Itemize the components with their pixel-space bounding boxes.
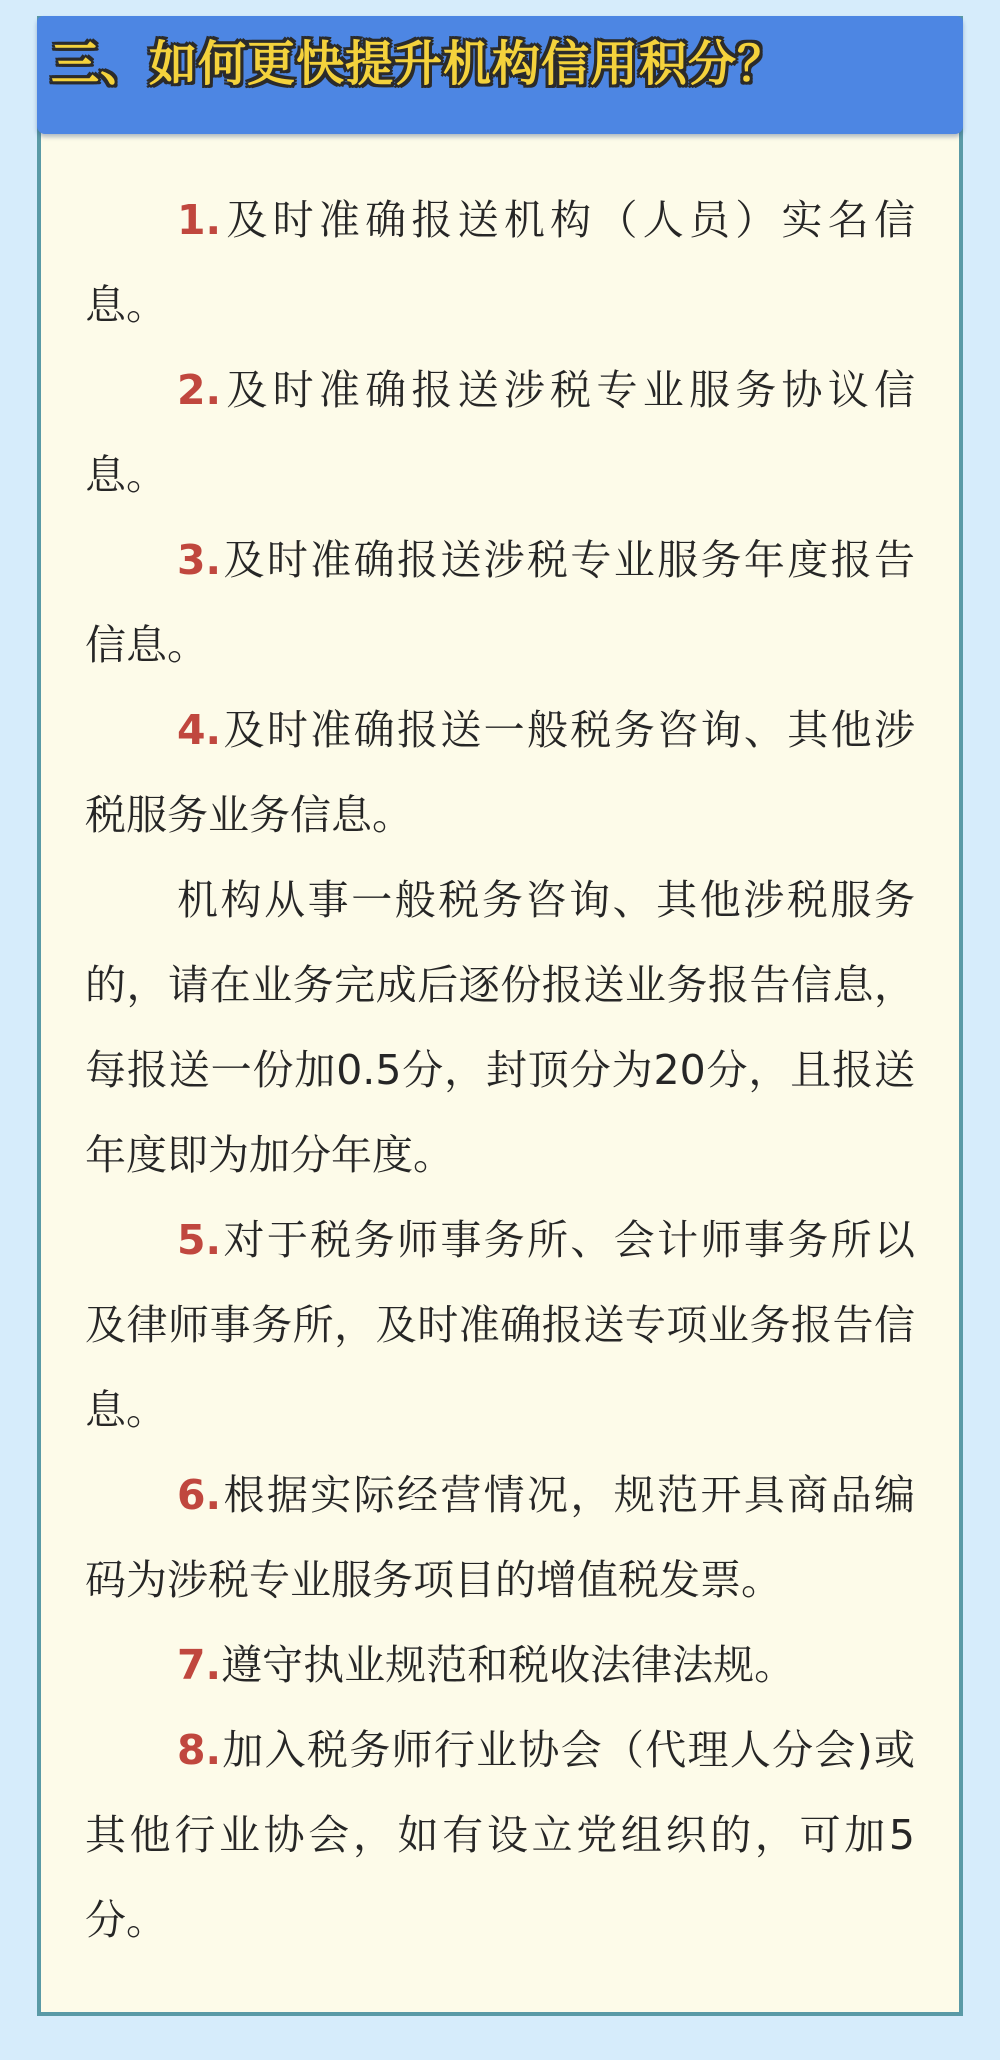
item-text: 加入税务师行业协会（代理人分会)或其他行业协会，如有设立党组织的，可加5分。: [85, 1726, 915, 1944]
item-text: 机构从事一般税务咨询、其他涉税服务的，请在业务完成后逐份报送业务报告信息，每报送一份加0.5分，封顶分为20分，且报送年度即为加分年度。: [85, 876, 915, 1179]
item-number: 1.: [177, 196, 222, 244]
item-number: 3.: [177, 536, 222, 584]
item-text: 及时准确报送一般税务咨询、其他涉税服务业务信息。: [85, 706, 915, 839]
list-item: [85, 178, 915, 348]
item-number: 5.: [177, 1216, 222, 1264]
section-title: 三、如何更快提升机构信用积分？: [51, 36, 787, 92]
section-header: [37, 16, 963, 134]
list-item: [85, 1708, 915, 1963]
list-item: [85, 1453, 915, 1623]
item-text: 及时准确报送涉税专业服务年度报告信息。: [85, 536, 915, 669]
item-number: 2.: [177, 366, 222, 414]
item-number: 8.: [177, 1726, 222, 1774]
item-number: 4.: [177, 706, 222, 754]
item-text: 遵守执业规范和税收法律法规。: [221, 1641, 796, 1689]
item-text: 及时准确报送机构（人员）实名信息。: [85, 196, 915, 329]
item-number: 7.: [177, 1641, 222, 1689]
section-body: [85, 178, 915, 1963]
item-text: 对于税务师事务所、会计师事务所以及律师事务所，及时准确报送专项业务报告信息。: [85, 1216, 915, 1434]
list-item: [85, 1623, 915, 1708]
list-item: [85, 1198, 915, 1453]
list-item: [85, 348, 915, 518]
note-paragraph: [85, 858, 915, 1198]
list-item: [85, 518, 915, 688]
item-text: 及时准确报送涉税专业服务协议信息。: [85, 366, 915, 499]
item-text: 根据实际经营情况，规范开具商品编码为涉税专业服务项目的增值税发票。: [85, 1471, 915, 1604]
item-number: 6.: [177, 1471, 222, 1519]
list-item: [85, 688, 915, 858]
